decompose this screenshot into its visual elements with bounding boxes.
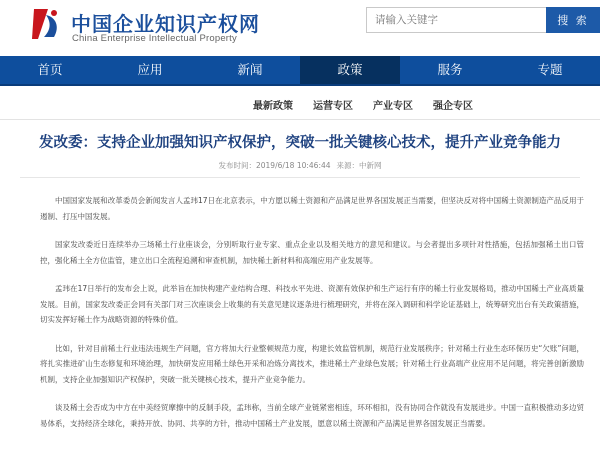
article-source: 来源：中新网 bbox=[336, 161, 382, 170]
article-body bbox=[40, 193, 584, 450]
article-paragraph: 比如，针对目前稀土行业违法违规生产问题，官方将加大行业整顿规范力度，构建长效监管机制，规范行业发展秩序；针对稀土行业生态环保历史“欠账”问题，将扎实推进矿山生态修复和环境治理，加快研发应用稀土绿色开采和冶炼分离技术，推进稀土产业绿色发展；针对稀土行业高端产业应用不足问题，将完善创新激励机制，支持企业加强知识产权保护，突破一批关键核心技术，提升产业竞争能力。 bbox=[40, 343, 584, 384]
subnav-item-industry[interactable]: 产业专区 bbox=[373, 101, 413, 112]
nav-item-home[interactable]: 首页 bbox=[37, 62, 63, 77]
nav-item-application[interactable]: 应用 bbox=[137, 62, 163, 77]
article-paragraph: 孟玮在17日举行的发布会上说，此举旨在加快构建产业结构合理、科技水平先进、资源有效保护和生产运行有序的稀土行业发展格局，推动中国稀土产业高质量发展。目前，国家发改委正会同有关部门对三次座谈会上收集的有关意见建议逐条进行梳理研究，并将在深入调研和科学论证基础上，统筹研究出台有关政策措施，切实发挥好稀土作为战略资源的特殊价值。 bbox=[40, 284, 584, 324]
nav-item-service[interactable]: 服务 bbox=[437, 62, 463, 77]
nav-item-news[interactable]: 新闻 bbox=[237, 62, 263, 77]
nav-item-topics[interactable]: 专题 bbox=[537, 62, 563, 77]
logo-icon[interactable] bbox=[28, 5, 64, 43]
site-subtitle: China Enterprise Intellectual Property bbox=[72, 33, 237, 44]
article-paragraph: 谈及稀土会否成为中方在中美经贸摩擦中的反制手段，孟玮称，当前全球产业链紧密相连，环环相扣，没有协同合作就没有发展进步。中国一直积极推动多边贸易体系，支持经济全球化，秉持开放、协同、共享的方针，推动中国稀土产业发展，愿意以稀土资源和产品满足世界各国发展正当需要。 bbox=[40, 403, 584, 428]
divider bbox=[20, 177, 580, 178]
site-title[interactable]: 中国企业知识产权网 bbox=[71, 12, 260, 36]
article-meta bbox=[0, 160, 600, 171]
site-header bbox=[0, 0, 600, 55]
subnav-item-strong-enterprise[interactable]: 强企专区 bbox=[433, 101, 473, 112]
search-input[interactable] bbox=[366, 7, 546, 33]
search-button[interactable]: 搜 索 bbox=[546, 7, 600, 33]
main-nav bbox=[0, 56, 600, 86]
subnav-item-latest-policy[interactable]: 最新政策 bbox=[253, 101, 293, 112]
article-paragraph: 中国国家发展和改革委员会新闻发言人孟玮17日在北京表示，中方愿以稀土资源和产品满足世界各国发展正当需要，但坚决反对将中国稀土资源制造产品反用于遏制、打压中国发展。 bbox=[40, 196, 584, 221]
article-paragraph: 国家发改委近日连续举办三场稀土行业座谈会，分别听取行业专家、重点企业以及相关地方的意见和建议。与会者提出多项针对性措施，包括加强稀土出口管控，强化稀土全方位监管，建立出口全流程追溯和审查机制，加快稀土新材料和高端应用产业发展等。 bbox=[40, 240, 584, 265]
article-title: 发改委：支持企业加强知识产权保护，突破一批关键核心技术，提升产业竞争能力 bbox=[39, 135, 561, 151]
subnav-item-operation[interactable]: 运营专区 bbox=[313, 101, 353, 112]
article-date: 发布时间：2019/6/18 10:46:44 bbox=[218, 161, 331, 170]
sub-nav bbox=[0, 88, 600, 120]
nav-item-policy[interactable]: 政策 bbox=[300, 56, 400, 84]
